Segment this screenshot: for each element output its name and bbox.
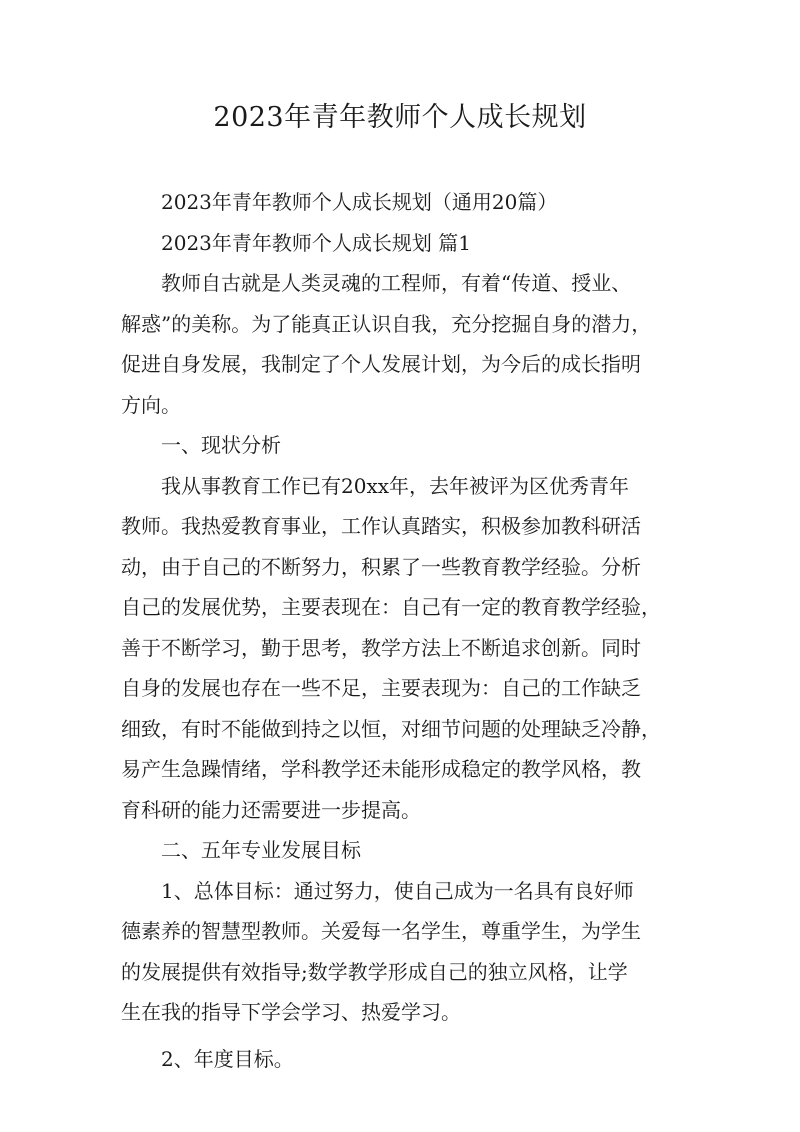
body-line: 2023年青年教师个人成长规划 篇1 xyxy=(161,230,471,255)
body-line: 细致，有时不能做到持之以恒，对细节问题的处理缺乏冷静， xyxy=(121,716,661,741)
body-line: 我从事教育工作已有20xx年，去年被评为区优秀青年 xyxy=(161,473,630,498)
body-line: 促进自身发展，我制定了个人发展计划，为今后的成长指明 xyxy=(121,352,641,376)
body-line: 自己的发展优势，主要表现在：自己有一定的教育教学经验， xyxy=(121,595,661,619)
body-line: 善于不断学习，勤于思考，教学方法上不断追求创新。同时 xyxy=(121,635,641,660)
body-line: 德素养的智慧型教师。关爱每一名学生，尊重学生，为学生 xyxy=(121,919,641,943)
body-line: 2023年青年教师个人成长规划（通用20篇） xyxy=(161,190,558,214)
body-line: 1、总体目标：通过努力，使自己成为一名具有良好师 xyxy=(161,878,634,903)
body-line: 一、现状分析 xyxy=(161,433,281,457)
body-line: 二、五年专业发展目标 xyxy=(161,838,361,862)
body-line: 教师自古就是人类灵魂的工程师，有着“传道、授业、 xyxy=(161,271,632,295)
body-line: 方向。 xyxy=(121,392,181,417)
body-line: 生在我的指导下学会学习、热爱学习。 xyxy=(121,1000,461,1024)
body-line: 的发展提供有效指导;数学教学形成自己的独立风格，让学 xyxy=(121,959,628,984)
document-title: 2023年青年教师个人成长规划 xyxy=(213,102,587,133)
body-line: 易产生急躁情绪，学科教学还未能形成稳定的教学风格，教 xyxy=(121,757,641,781)
body-line: 教师。我热爱教育事业，工作认真踏实，积极参加教科研活 xyxy=(121,514,641,538)
body-line: 解惑”的美称。为了能真正认识自我，充分挖掘自身的潜力， xyxy=(121,311,652,336)
body-line: 动，由于自己的不断努力，积累了一些教育教学经验。分析 xyxy=(121,554,641,579)
body-line: 自身的发展也存在一些不足，主要表现为：自己的工作缺乏 xyxy=(121,676,641,700)
document-body xyxy=(121,182,681,1079)
body-line: 育科研的能力还需要进一步提高。 xyxy=(121,797,421,822)
body-line: 2、年度目标。 xyxy=(161,1046,294,1071)
